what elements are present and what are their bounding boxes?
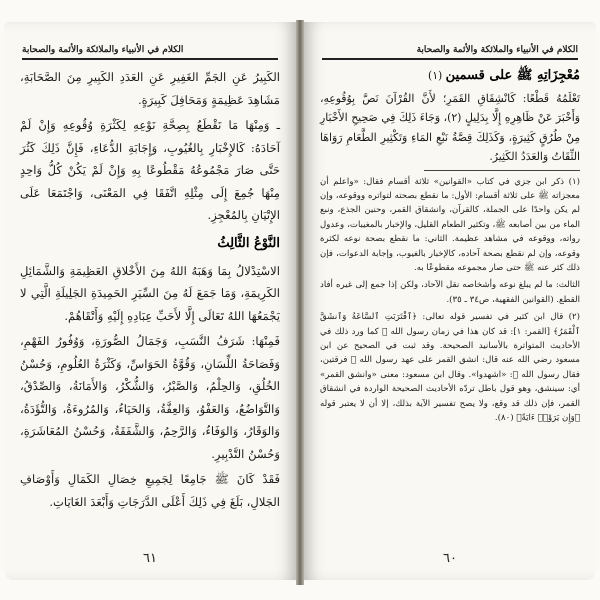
right-page-header xyxy=(322,34,578,60)
left-page-number: ٦١ xyxy=(143,551,157,566)
left-paragraph: ـ وَمِنْهَا مَا نَقْطَعُ بِصِحَّةِ نَوْعِهِ لِكَثْرَةِ وُقُوعِهِ وَإِنْ لَمْ آحَادَهُ: كَالإِخْبَارِ بِالغُيُوبِ، وَإِجَابَةِ الدُّعَاءِ، فَإِنَّ ذَلِكَ كَثُرَ حَتَّى صَارَ مَجْمُوعُهُ مَقْطُوعًا بِهِ وَإِنْ لَمْ يَكُنْ كُلُّ وَاحِدٍ مِنْهَا جُمِعَ إِلَى مِثْلِهِ اتَّفَقَا فِي المَعْنَى، وَاجْتَمَعَا عَلَى الإِتْيَانِ بِالمُعْجِزِ. xyxy=(20,118,280,222)
right-title: مُعْجِزَاتِهِ ﷺ على قسمين xyxy=(445,68,580,83)
right-paragraph: تَعْلَمُهُ قَطْعًا: كَانْشِقَاقِ القَمَرِ؛ لأَنَّ القُرْآنَ نَصَّ بِوُقُوعِهِ، وَأَخْبَرَ عَنْ ظَاهِرِهِ إِلَّا بِدَلِيلٍ (٢)، وَجَاءَ ذَلِكَ فِي صَحِيحِ الأَخْبَارِ مِنْ طُرُقٍ كَثِيرَةٍ، وَكَذَلِكَ قِصَّةُ نَبْعِ المَاءِ وَتَكْثِيرِ الطَّعَامِ رَوَاهَا الثِّقَاتُ وَالعَدَدُ الكَثِيرُ. xyxy=(320,91,580,163)
left-page-header xyxy=(22,34,278,60)
right-page-body xyxy=(320,66,580,542)
footnote: (١) ذكر ابن جزي في كتاب «القوانين» ثلاثة أقسام فقال: «واعلم أن معجزاته ﷺ على ثلاثة أقسام: الأول: ما نقطع بصحته لتواتره ووقوعه، وإن لم يكن واحدًا على الجملة، كالقرآن، وانشقاق القمر، وحنين الجذع، ونبع الماء من بين أصابعه ﷺ، وتكثير الطعام القليل، والإخبار بالمغيبات، وعدول رواته، ووقوعه في مشاهد عظيمة. الثاني: ما نقطع بصحة نوعه لكثرة وقوعه، وإن لم نقطع بصحة آحاده، كالإخبار بالغيوب، وإجابة الدعوات، فإن ذلك كثر عنه ﷺ حتى صار مجموعه مقطوعًا به. xyxy=(320,176,580,273)
section-heading xyxy=(20,230,280,257)
left-page xyxy=(4,22,296,580)
left-paragraph: فَمِنْهَا: شَرَفُ النَّسَبِ، وَجَمَالُ الصُّورَةِ، وَوُفُورُ الفَهْمِ، وَفَصَاحَةُ اللِّسَانِ، وَقُوَّةُ الحَوَاسِّ، وَكَثْرَةُ العُلُومِ، وَحُسْنُ الخُلُقِ، وَالحِلْمُ، وَالصَّبْرُ، وَالشُّكْرُ، وَالأَمَانَةُ، وَالصِّدْقُ، وَالتَّوَاضُعُ، وَالعَفْوُ، وَالعِفَّةُ، وَالحَيَاءُ، وَالمُرُوءَةُ، وَالتُّؤَدَةُ، وَالوَقَارُ، وَالوَفَاءُ، وَالرَّحِمُ، وَالشَّفَقَةُ، وَحُسْنُ المُعَاشَرَةِ، وَحُسْنُ التَّدْبِيرِ. xyxy=(20,334,280,461)
book-spine xyxy=(296,20,304,585)
footnote-ref: (١) xyxy=(427,69,443,82)
right-main-text xyxy=(320,66,580,167)
right-page-number: ٦٠ xyxy=(443,551,457,566)
footnote-divider xyxy=(424,170,580,171)
right-header-text: الكلام في الأنبياء والملائكة والأئمة والصحابة xyxy=(416,45,578,55)
footnote: (٢) قال ابن كثير في تفسير قوله تعالى: ﴿ٱقْتَرَبَتِ ٱلسَّاعَةُ وَٱنشَقَّ ٱلْقَمَرُ﴾ [القمر: ١]: قد كان هذا في زمان رسول الله ﷺ كما ورد ذلك في الأحاديث المتواترة بالأسانيد الصحيحة. وقد ثبت في الصحيح عن ابن مسعود رضي الله عنه قال: انشق القمر على عهد رسول الله ﷺ فرقتين، فقال رسول الله ﷺ: «اشهدوا». وقال ابن مسعود: معنى «وانشق القمر» أي: سينشق، وهو قول باطل تردّه الأحاديث الصحيحة الواردة في انشقاق القمر، فإن ذلك قد وقع، ولا يصح تفسير الآية بذلك، إلا أن لا يعتبر قوله ﴿وَإِن يَرَوْا۟ ءَايَةً﴾ (٨٠). xyxy=(320,312,580,423)
left-page-body xyxy=(20,66,280,542)
section-title: النَّوْعُ الثَّالِثُ xyxy=(217,235,280,251)
footnotes xyxy=(320,175,580,426)
left-header-text: الكلام في الأنبياء والملائكة والأئمة والصحابة xyxy=(22,45,184,55)
left-paragraph: الكَبِيرُ عَنِ الجَمِّ الغَفِيرِ عَنِ العَدَدِ الكَبِيرِ مِنَ الصَّحَابَةِ، مَشَاهِدَ عَظِيمَةٍ وَمَحَافِلَ كَبِيرَةٍ. xyxy=(20,70,280,107)
left-paragraph: الاسْتِدْلالُ بِمَا وَهَبَهُ اللهُ مِنَ الأَخْلاقِ العَظِيمَةِ وَالشَّمَائِلِ الكَرِيمَةِ، وَمَا جَمَعَ لَهُ مِنَ السِّيَرِ الحَمِيدَةِ الجَلِيلَةِ الَّتِي لا يَجْمَعُهَا اللهُ تَعَالَى إِلَّا لأَحَبِّ عِبَادِهِ إِلَيْهِ وَأَتْقَاهُمْ. xyxy=(20,263,280,323)
right-page xyxy=(304,22,596,580)
left-paragraph: فَقَدْ كَانَ ﷺ جَامِعًا لِجَمِيعِ خِصَالِ الكَمَالِ وَأَوْصَافِ الجَلالِ، بَلَغَ فِي ذَلِكَ أَعْلَى الدَّرَجَاتِ وَأَبْعَدَ الغَايَاتِ. xyxy=(20,472,280,509)
right-title-line xyxy=(320,66,580,86)
footnote: الثالث: ما لم يبلغ نوعه وأشخاصه نقل الآحاد، ولكن إذا جمع إلى غيره أفاد القطع. (القوانين الفقهية، ص٣٤ ـ ٣٥). xyxy=(320,280,580,305)
